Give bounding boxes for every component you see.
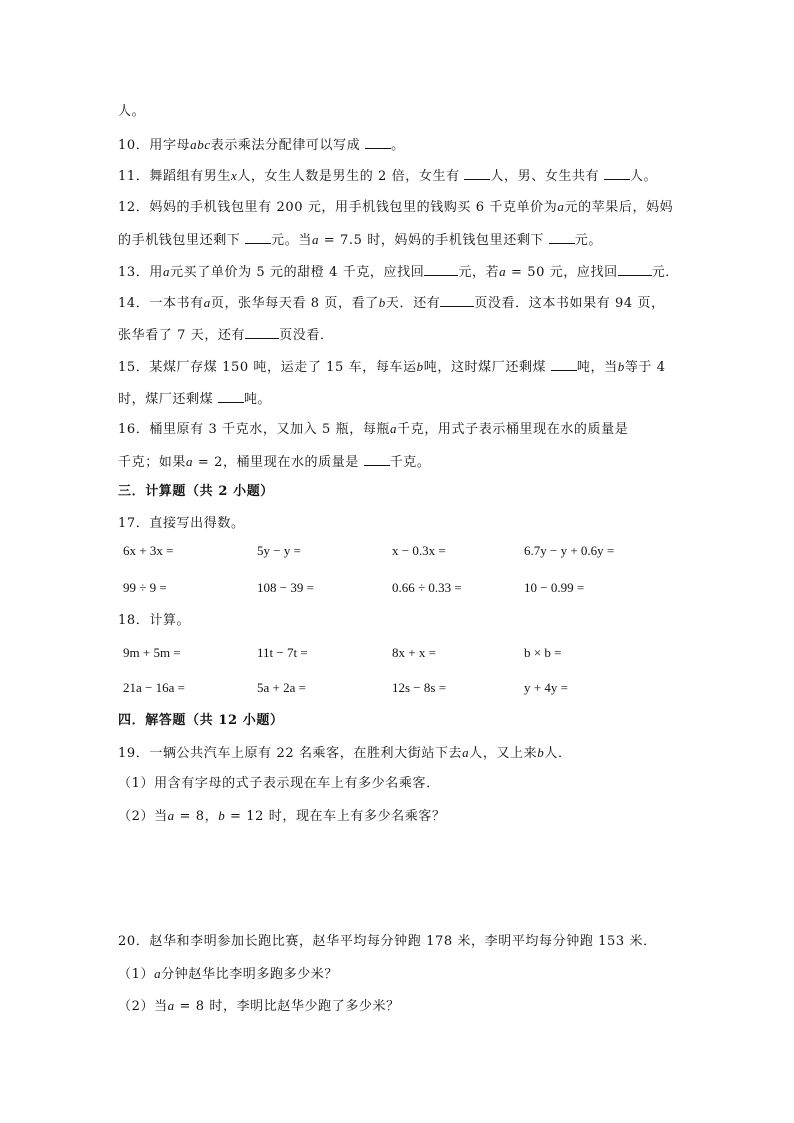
question-11: 11．舞蹈组有男生x人，女生人数是男生的 2 倍，女生有 人，男、女生共有 人。 [118, 168, 658, 184]
question-19-part-2: （2）当a = 8，b = 12 时，现在车上有多少名乘客？ [118, 808, 446, 824]
answer-blank[interactable] [440, 294, 474, 307]
answer-blank[interactable] [549, 231, 575, 244]
calc-18-row-2 [0, 680, 794, 698]
answer-blank[interactable] [604, 167, 630, 180]
calc-item: 11t − 7t = [257, 645, 308, 660]
question-15-line-1: 15．某煤厂存煤 150 吨，运走了 15 车，每车运b吨，这时煤厂还剩煤 吨，当b等于 4 [118, 359, 666, 375]
section-heading-4: 四．解答题（共 12 小题） [118, 713, 284, 728]
question-12-line-1: 12．妈妈的手机钱包里有 200 元，用手机钱包里的钱购买 6 千克单价为a元的苹果后，妈妈 [118, 199, 674, 215]
question-20: 20．赵华和李明参加长跑比赛，赵华平均每分钟跑 178 米，李明平均每分钟跑 153 米． [118, 934, 657, 949]
question-19-part-1: （1）用含有字母的式子表示现在车上有多少名乘客． [118, 776, 440, 791]
calc-item: x − 0.3x = [392, 543, 446, 558]
question-14-line-2: 张华看了 7 天，还有 页没看． [118, 328, 334, 343]
question-12-line-2: 的手机钱包里还剩下 元。当a = 7.5 时，妈妈的手机钱包里还剩下 元。 [118, 232, 602, 248]
calc-item: 108 − 39 = [257, 580, 314, 595]
answer-blank[interactable] [424, 263, 458, 276]
calc-item: 5y − y = [257, 543, 301, 558]
calc-17-row-1 [0, 543, 794, 561]
question-16-line-1: 16．桶里原有 3 千克水，又加入 5 瓶，每瓶a千克，用式子表示桶里现在水的质量是 [118, 421, 629, 437]
calc-18-row-1 [0, 645, 794, 663]
answer-blank[interactable] [364, 453, 390, 466]
question-19: 19．一辆公共汽车上原有 22 名乘客，在胜利大街站下去a人，又上来b人． [118, 745, 572, 761]
section-heading-3: 三．计算题（共 2 小题） [118, 484, 274, 499]
calc-item: 12s − 8s = [392, 680, 447, 695]
question-10: 10．用字母abc表示乘法分配律可以写成 。 [118, 137, 405, 153]
answer-blank[interactable] [245, 231, 271, 244]
question-20-part-2: （2）当a = 8 时，李明比赵华少跑了多少米？ [118, 998, 400, 1014]
calc-item: 5a + 2a = [257, 680, 306, 695]
answer-blank[interactable] [365, 136, 391, 149]
calc-item: 6x + 3x = [123, 543, 174, 558]
calc-item: 21a − 16a = [123, 680, 185, 695]
answer-blank[interactable] [618, 263, 652, 276]
answer-blank[interactable] [245, 326, 279, 339]
line-0: 人。 [118, 104, 146, 119]
calc-item: 10 − 0.99 = [524, 580, 585, 595]
calc-item: 8x + x = [392, 645, 436, 660]
question-18: 18．计算。 [118, 613, 191, 628]
calc-item: y + 4y = [524, 680, 568, 695]
answer-blank[interactable] [551, 358, 577, 371]
question-17: 17．直接写出得数。 [118, 516, 245, 531]
answer-blank[interactable] [464, 167, 490, 180]
calc-item: 0.66 ÷ 0.33 = [392, 580, 462, 595]
question-14-line-1: 14．一本书有a页，张华每天看 8 页，看了b天．还有 页没看．这本书如果有 94 页， [118, 295, 665, 311]
calc-item: 99 ÷ 9 = [123, 580, 167, 595]
calc-item: 9m + 5m = [123, 645, 181, 660]
answer-blank[interactable] [218, 390, 244, 403]
question-13: 13．用a元买了单价为 5 元的甜橙 4 千克，应找回 元，若a = 50 元，应找回 元． [118, 264, 679, 280]
calc-17-row-2 [0, 580, 794, 598]
question-15-line-2: 时，煤厂还剩煤 吨。 [118, 392, 272, 407]
calc-item: b × b = [524, 645, 562, 660]
question-20-part-1: （1）a分钟赵华比李明多跑多少米？ [118, 966, 338, 982]
calc-item: 6.7y − y + 0.6y = [524, 543, 615, 558]
question-16-line-2: 千克；如果a = 2，桶里现在水的质量是 千克。 [118, 454, 431, 470]
